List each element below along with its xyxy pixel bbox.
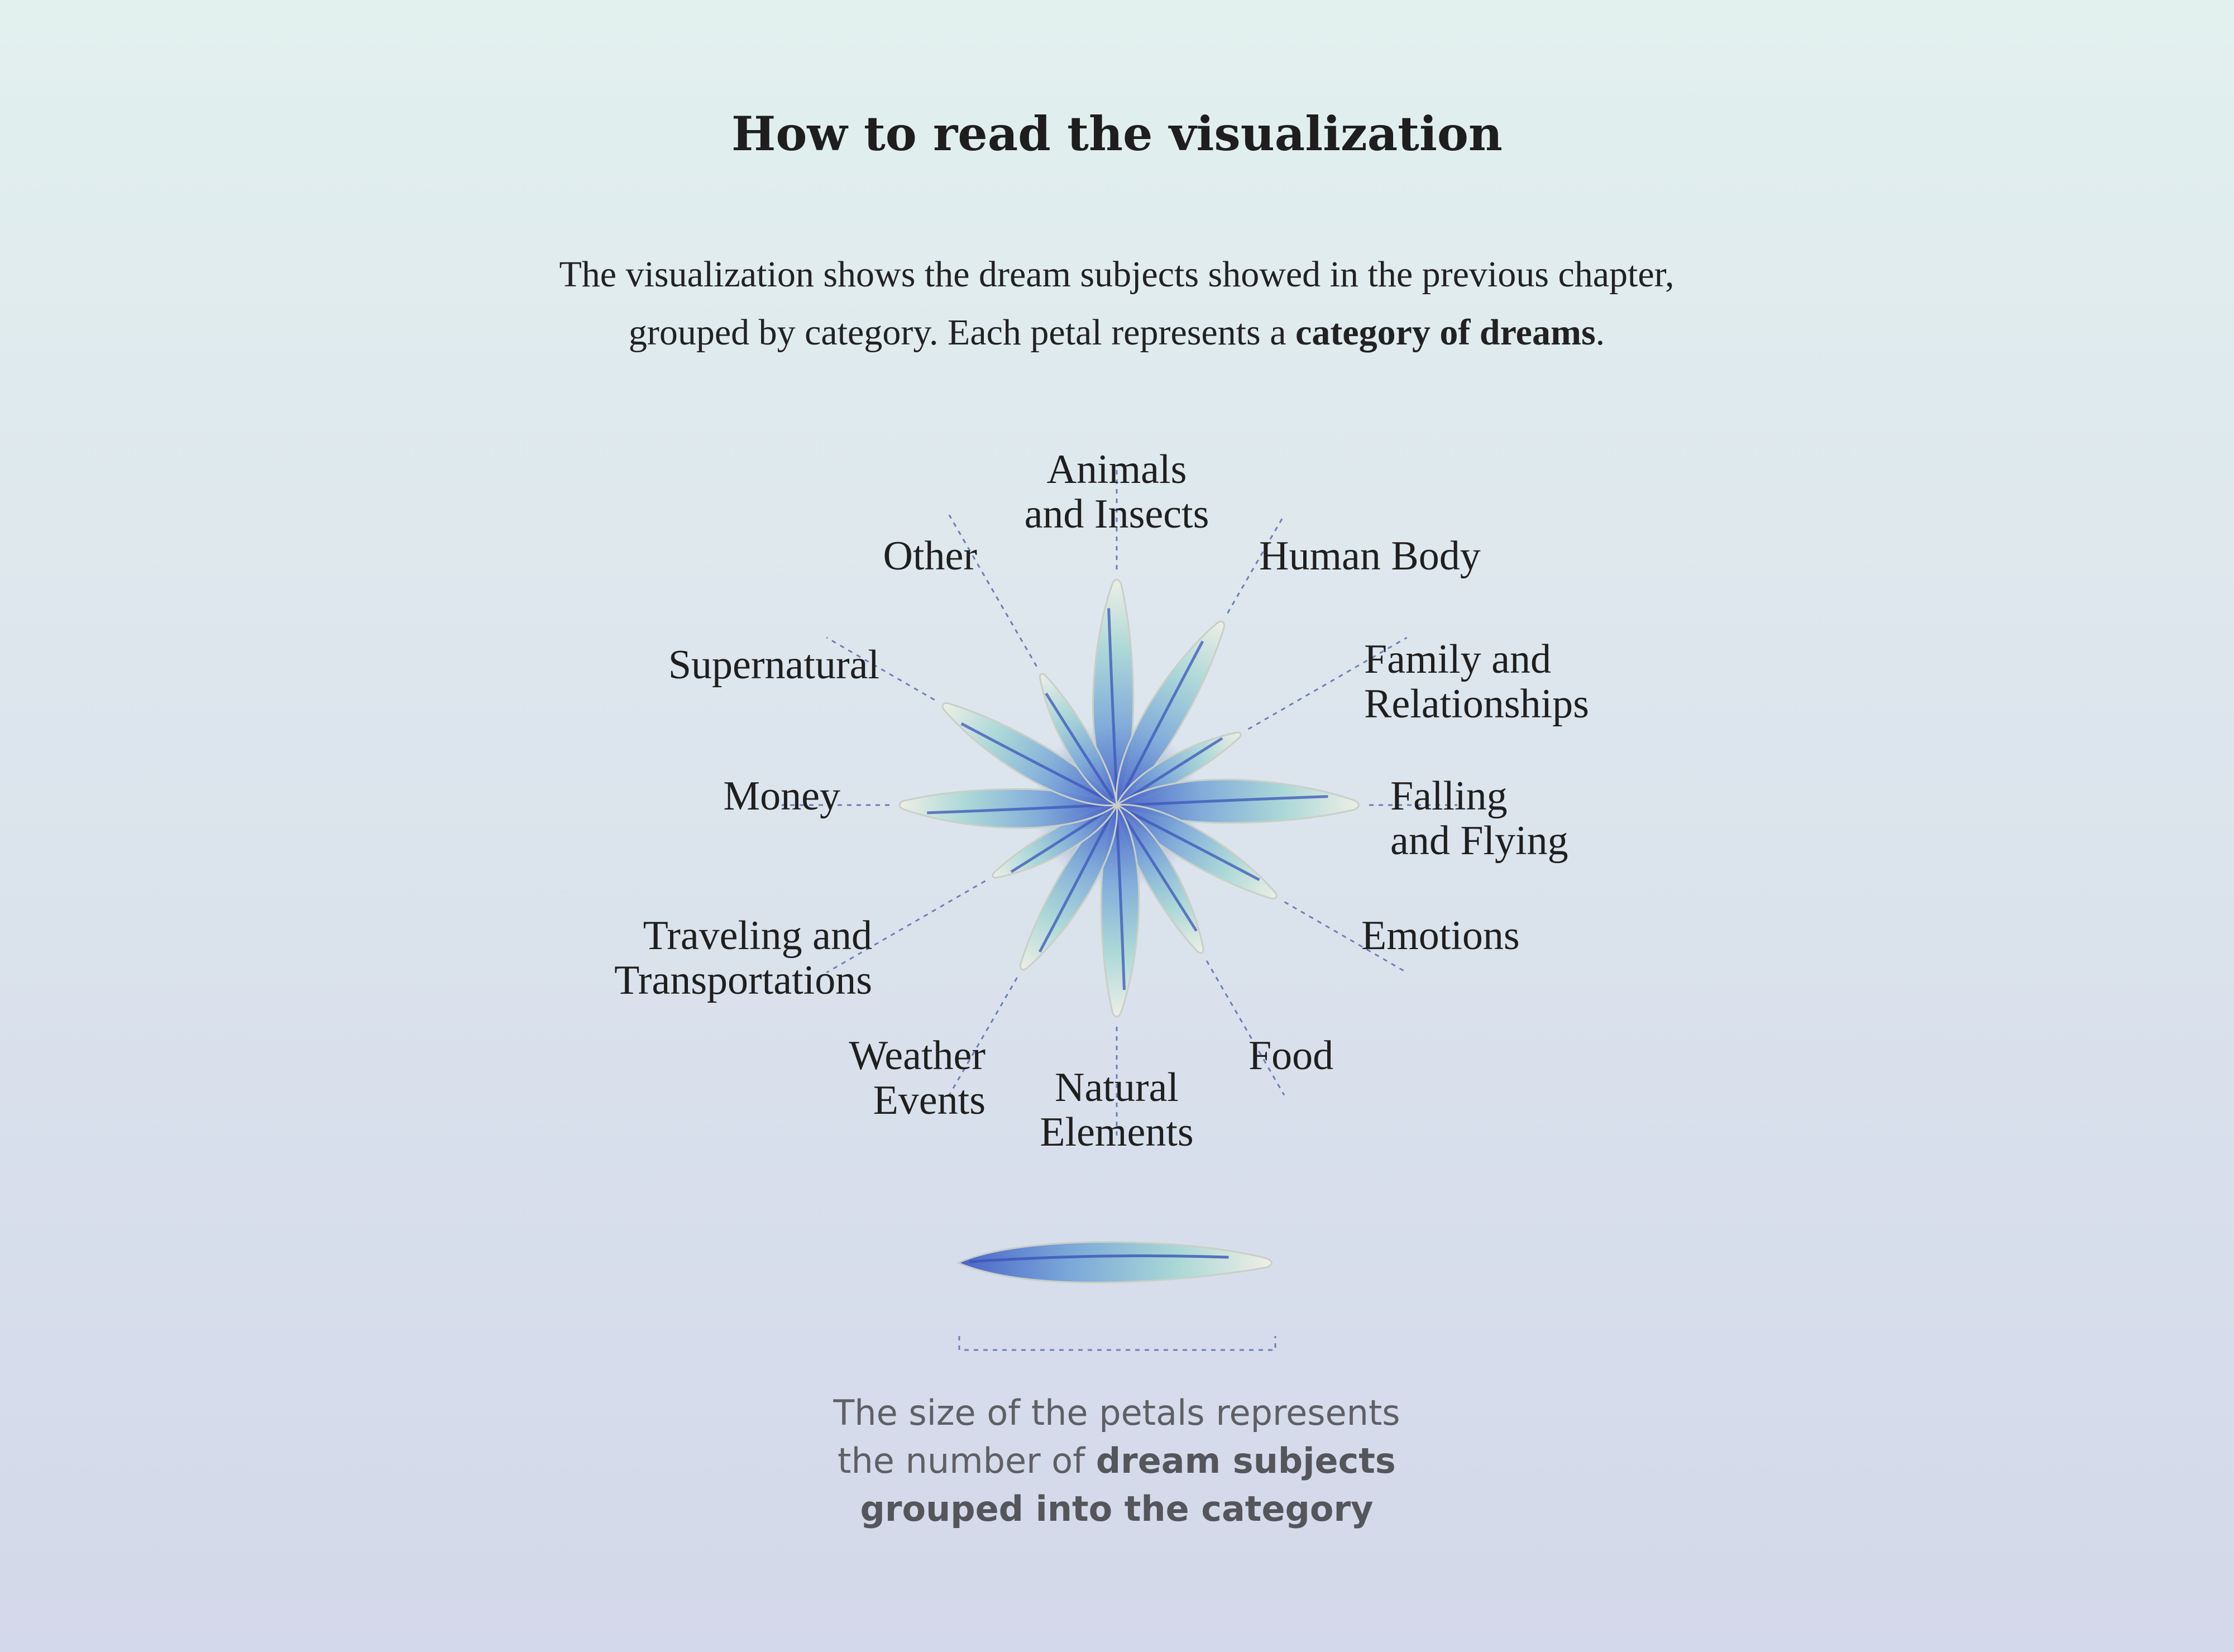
category-label <box>849 1033 986 1123</box>
page-title: How to read the visualization <box>731 106 1503 161</box>
intro-emphasis: category of dreams <box>1295 312 1596 353</box>
intro-line-1: The visualization shows the dream subjects showed in the previous chapter, <box>559 254 1675 295</box>
category-label <box>1361 913 1520 959</box>
category-label-line: Natural <box>1055 1065 1179 1110</box>
legend-emphasis-1: dream subjects <box>1096 1440 1396 1481</box>
category-label-line: Events <box>873 1078 986 1123</box>
category-label <box>1364 636 1589 727</box>
category-label-line: and Flying <box>1390 818 1568 864</box>
legend-petal-path <box>958 1242 1271 1283</box>
category-label-line: Food <box>1248 1033 1334 1079</box>
legend-emphasis-2: grouped into the category <box>860 1488 1374 1529</box>
legend-line-1: The size of the petals represents <box>833 1392 1400 1433</box>
category-label <box>1025 447 1209 537</box>
category-label-line: Money <box>723 773 840 819</box>
category-label <box>1040 1065 1193 1155</box>
category-label-line: and Insects <box>1024 491 1209 537</box>
legend-note <box>614 1389 1619 1533</box>
legend-bracket <box>959 1336 1275 1350</box>
category-label <box>1248 1033 1333 1079</box>
legend-petal-shape-group <box>958 1242 1271 1283</box>
category-label-line: Human Body <box>1259 533 1481 579</box>
category-label <box>668 642 879 688</box>
category-label <box>614 913 872 1003</box>
intro-line-2-prefix: grouped by category. Each petal represents a <box>628 312 1296 353</box>
category-label-line: Weather <box>849 1033 986 1079</box>
category-label-line: Family and <box>1364 636 1552 682</box>
category-label-line: Falling <box>1390 773 1508 819</box>
category-label <box>1390 773 1568 864</box>
category-label-line: Transportations <box>614 957 872 1003</box>
intro-line-2-suffix: . <box>1595 312 1605 353</box>
category-label-line: Emotions <box>1361 913 1520 959</box>
category-label-line: Relationships <box>1364 681 1589 727</box>
category-label-line: Traveling and <box>643 913 872 959</box>
category-label-line: Animals <box>1046 447 1187 492</box>
category-label-line: Other <box>883 533 977 579</box>
legend-petal <box>958 1242 1271 1283</box>
petal-group <box>900 580 1358 1017</box>
category-label <box>1259 533 1481 579</box>
category-label <box>883 533 978 579</box>
category-label-line: Elements <box>1040 1109 1194 1155</box>
category-label <box>723 773 840 819</box>
legend-line-2-prefix: the number of <box>838 1440 1096 1481</box>
category-label-line: Supernatural <box>668 642 879 688</box>
